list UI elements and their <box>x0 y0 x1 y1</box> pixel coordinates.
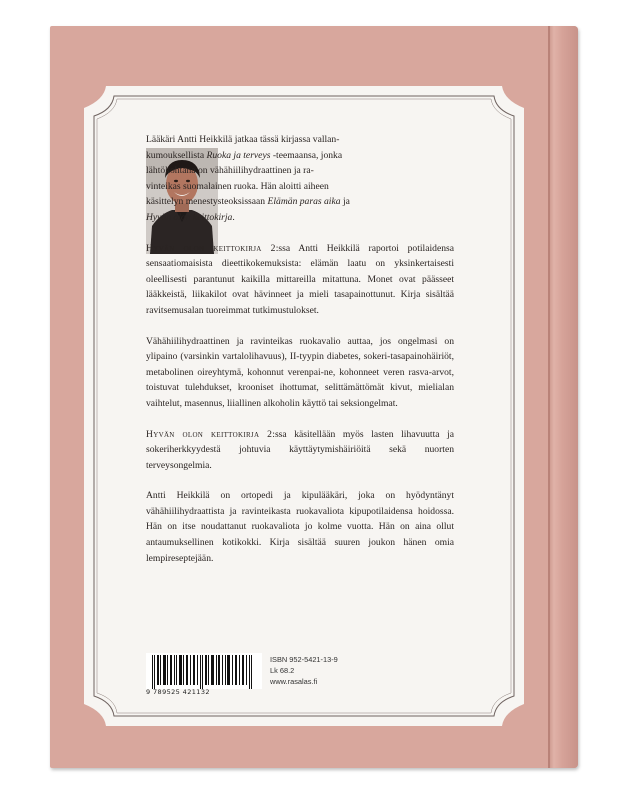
isbn-barcode <box>146 653 262 689</box>
text-panel <box>84 86 524 726</box>
publication-info <box>270 654 338 687</box>
children-paragraph: Hyvän olon keittokirja 2:ssa käsitellään myös lasten lihavuutta ja sokeriherkkyydestä johtuvia käyttäytymishäiriöitä sekä nuorten terveysongelmia. <box>146 428 454 471</box>
spine-hinge <box>548 26 550 768</box>
benefits-paragraph: Vähähiilihydraattinen ja ravinteikas ruokavalio auttaa, jos ongelmasi on ylipaino (varsinkin vartalolihavuus), II-tyypin diabetes, sokeri-tasapainohäiriöt, metabolinen oireyhtymä, kohonnut verenpai-ne, kohonneet veren rasva-arvot, toistuvat tulehdukset, krooniset ihottumat, selittämättömät kivut, mielialan vaihtelut, masennus, liiallinen alkoholin käyttö tai seksiongelmat. <box>146 335 454 409</box>
back-cover-text <box>146 132 454 566</box>
results-paragraph: Hyvän olon keittokirja 2:ssa Antti Heikkilä raportoi potilaidensa sensaatiomaisista dieettikokemuksista: elämän laatu on yksinkertaisesti oleellisesti parantunut kaikilla mittareilla mitattuna. Monet ovat päässeet lääkkeistä, liikakilot ovat hävinneet ja mieli tasapainottunut. Kirja sisältää ravitsemusalan tuoreimmat tutkimustulokset. <box>146 242 454 316</box>
publisher-website: www.rasalas.fi <box>270 677 318 686</box>
intro-paragraph: Lääkäri Antti Heikkilä jatkaa tässä kirjassa vallan- kumouksellista Ruoka ja terveys -teemaansa, jonka lähtökohtana on vähähiilihydraattinen ja ra- vinteikas suomalainen ruoka. Hän aloitti aiheen käsittelyn menestysteoksissaan Elämän paras aika ja Hyvän olon keittokirja. <box>146 134 350 223</box>
library-classification: Lk 68.2 <box>270 666 295 675</box>
book-spine-edge <box>548 26 578 768</box>
author-bio-paragraph: Antti Heikkilä on ortopedi ja kipulääkäri, joka on hyödyntänyt vähähiilihydraattista ja ravinteikasta ruokavaliota kipupotilaidensa hoidossa. Hän on itse noudattanut ruokavaliota jo kolme vuotta. Hän on aina ollut antaumuksellinen kotikokki. Kirja sisältää suuren joukon hänen omia lempireseptejään. <box>146 490 454 564</box>
barcode-number: 9 789525 421132 <box>146 688 210 696</box>
isbn-number: ISBN 952-5421-13-9 <box>270 655 338 664</box>
